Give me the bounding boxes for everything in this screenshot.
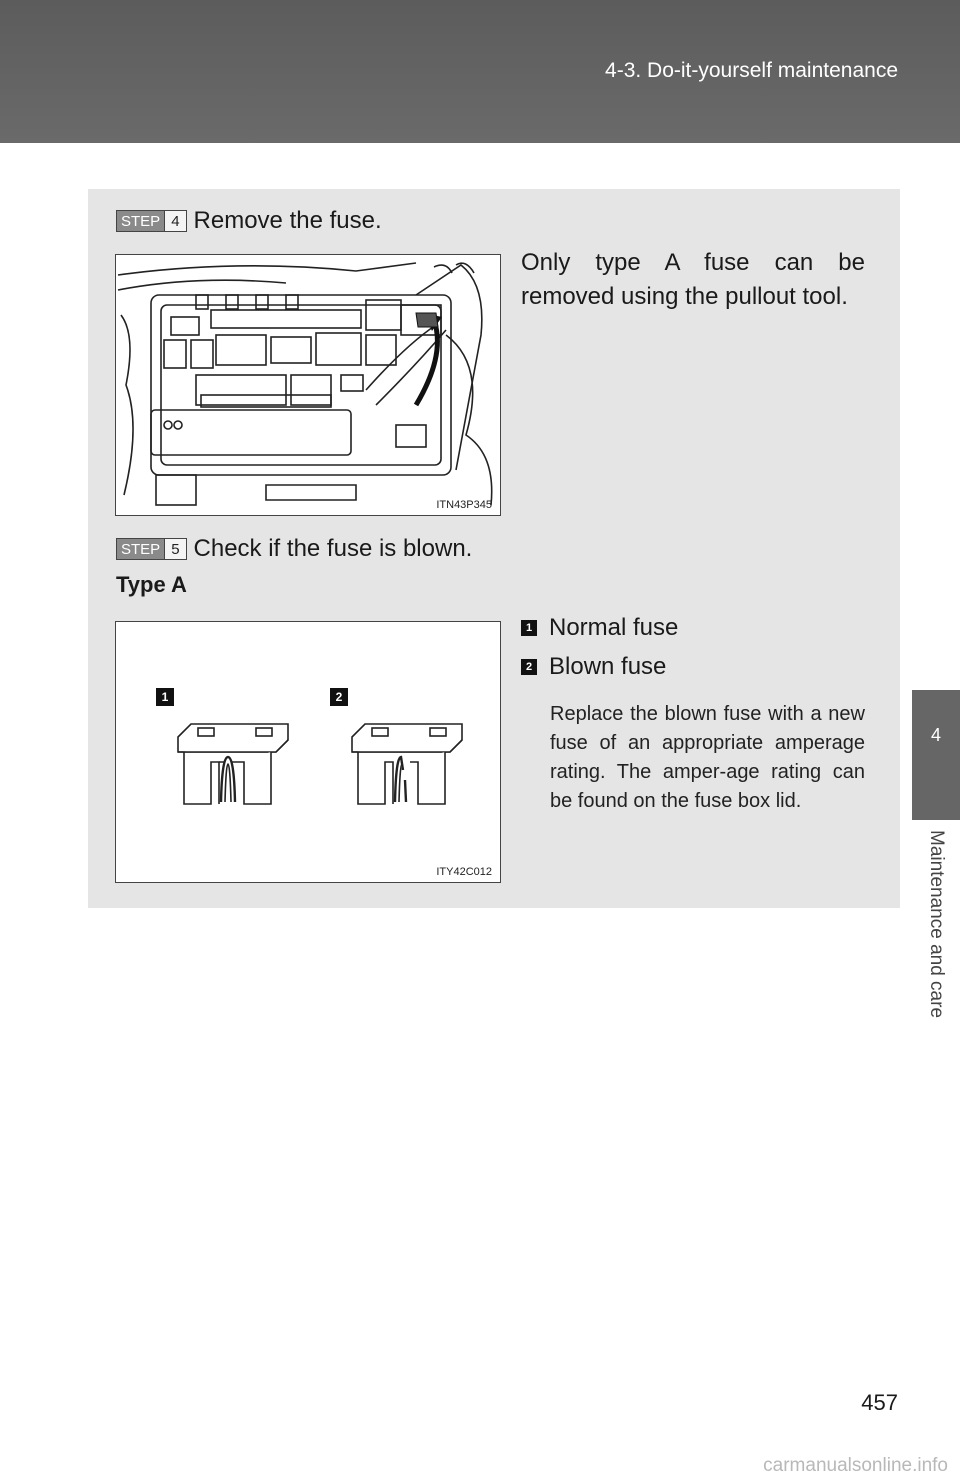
number-2-icon: 2: [521, 659, 537, 675]
step-5-text: Check if the fuse is blown.: [193, 535, 473, 562]
chapter-number: 4: [930, 725, 941, 745]
step-badge-label: STEP: [117, 539, 164, 559]
step-badge-number: 5: [164, 539, 185, 559]
fuse-box-figure: [115, 254, 501, 516]
chapter-tab: [912, 690, 960, 820]
type-heading: Type A: [116, 572, 187, 597]
number-1-icon: 1: [521, 620, 537, 636]
fuse-illustrations: [116, 622, 500, 882]
step-badge-label: STEP: [117, 211, 164, 231]
legend-item-blown: [521, 653, 666, 681]
step-badge: [116, 210, 187, 232]
chapter-label-container: [912, 830, 960, 1030]
pullout-note: Only type A fuse can be removed using the pullout tool.: [521, 249, 865, 310]
blown-fuse-icon: [352, 724, 462, 804]
page-header: [0, 0, 960, 143]
figure-code: ITY42C012: [436, 866, 492, 878]
fuse-box-illustration: [116, 255, 500, 515]
step-4-text: Remove the fuse.: [193, 207, 382, 234]
step-badge-number: 4: [164, 211, 185, 231]
figure-code: ITN43P345: [436, 499, 492, 511]
normal-fuse-icon: [178, 724, 288, 804]
chapter-label: Maintenance and care: [926, 830, 947, 1019]
watermark: carmanualsonline.info: [763, 1455, 948, 1476]
fuse-comparison-figure: [115, 621, 501, 883]
marker-1: 1: [156, 688, 174, 706]
step-badge: [116, 538, 187, 560]
legend-item-normal: [521, 614, 678, 642]
legend-label: Blown fuse: [549, 653, 667, 680]
step-4: [116, 207, 382, 235]
step-5: [116, 535, 472, 563]
replace-note: Replace the blown fuse with a new fuse of an appropriate amperage rating. The amper-age rating can be found on the fuse box lid.: [550, 703, 865, 812]
legend-label: Normal fuse: [549, 614, 679, 641]
section-title: 4-3. Do-it-yourself maintenance: [605, 59, 898, 82]
marker-2: 2: [330, 688, 348, 706]
page-number: 457: [861, 1390, 898, 1415]
